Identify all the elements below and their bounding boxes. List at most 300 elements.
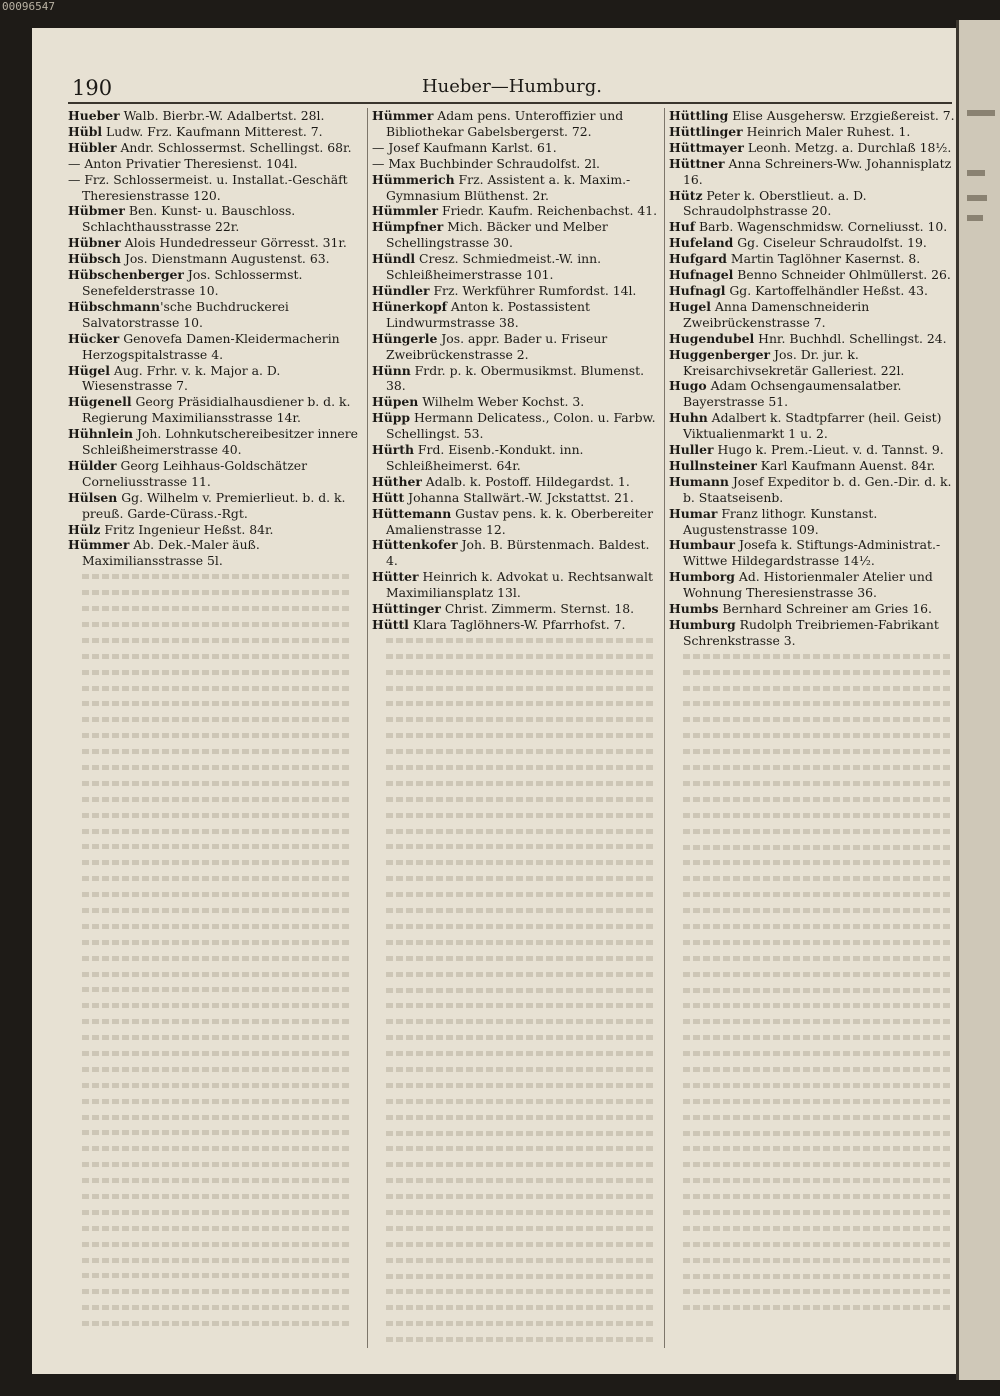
unread-text-line: [372, 1094, 662, 1110]
entry-surname: Hündler: [372, 282, 430, 298]
entry-surname: Hübler: [68, 139, 117, 155]
entry-surname: Hündl: [372, 251, 416, 267]
directory-entry: [68, 458, 358, 490]
entry-details: Hermann Delicatess., Colon. u. Farbw. Schellingst. 53.: [386, 410, 656, 442]
unread-text-line: [372, 1316, 662, 1332]
unread-text-line: [669, 1062, 956, 1078]
directory-entry: [372, 537, 662, 569]
unread-text-line: [68, 1253, 358, 1269]
unread-text-line: [372, 633, 662, 649]
entry-details: Ad. Historienmaler Atelier und Wohnung Theresienstrasse 36.: [683, 569, 933, 601]
directory-entry: [68, 522, 358, 538]
unread-text-line: [68, 1284, 358, 1300]
directory-entry: [669, 219, 956, 235]
directory-entry: [68, 140, 358, 156]
entry-surname: Hübner: [68, 235, 121, 251]
unread-text-line: [669, 1014, 956, 1030]
entry-surname: Hüther: [372, 473, 422, 489]
entry-surname: Hugo: [669, 378, 707, 394]
unread-text-line: [372, 855, 662, 871]
entry-details: Franz lithogr. Kunstanst. Augustenstrasse 109.: [683, 505, 878, 537]
entry-surname: Hueber: [68, 108, 120, 123]
unread-text-line: [669, 808, 956, 824]
unread-text-line: [669, 1046, 956, 1062]
unread-text-line: [68, 1157, 358, 1173]
entry-details: Hnr. Buchhdl. Schellingst. 24.: [754, 330, 947, 346]
unread-text-line: [372, 1332, 662, 1348]
unread-text-line: [68, 744, 358, 760]
unread-text-line: [372, 808, 662, 824]
unread-text-line: [68, 951, 358, 967]
entry-details: Heinrich Maler Ruhest. 1.: [742, 123, 911, 139]
entry-surname: Huf: [669, 219, 696, 235]
directory-entry: [68, 156, 358, 172]
unread-text-line: [68, 1141, 358, 1157]
entry-surname: Hümmer: [68, 537, 130, 553]
unread-text-line: [68, 1189, 358, 1205]
directory-entry: [669, 506, 956, 538]
directory-entry: [372, 331, 662, 363]
directory-entry: [669, 601, 956, 617]
unread-text-line: [669, 681, 956, 697]
entry-details: — Josef Kaufmann Karlst. 61.: [372, 139, 557, 155]
entry-surname: Hufnagel: [669, 267, 734, 283]
unread-text-line: [669, 998, 956, 1014]
entry-surname: Hufnagl: [669, 282, 726, 298]
unread-text-line: [669, 776, 956, 792]
spine-mark: [967, 195, 987, 201]
unread-text-line: [372, 760, 662, 776]
directory-entry: [68, 331, 358, 363]
directory-entry: [372, 172, 662, 204]
directory-entry: [372, 569, 662, 601]
entry-surname: Hürth: [372, 442, 414, 458]
entry-details: Joh. Lohnkutschereibesitzer innere Schleißheimerstrasse 40.: [82, 426, 358, 458]
entry-details: Ben. Kunst- u. Bauschloss. Schlachthausstrasse 22r.: [82, 203, 296, 235]
entry-details: Gg. Ciseleur Schraudolfst. 19.: [733, 235, 927, 251]
unread-text-line: [68, 792, 358, 808]
entry-surname: Hüttl: [372, 617, 409, 632]
unread-text-line: [68, 808, 358, 824]
directory-entry: [372, 140, 662, 156]
directory-entry: [68, 394, 358, 426]
entry-details: Ab. Dek.-Maler äuß. Maximiliansstrasse 5l.: [82, 537, 260, 569]
unread-text-line: [372, 871, 662, 887]
entry-details: Alois Hundedresseur Görresst. 31r.: [120, 235, 347, 251]
unread-text-line: [372, 1284, 662, 1300]
entry-details: Fritz Ingenieur Heßst. 84r.: [100, 521, 274, 537]
unread-text-line: [669, 1284, 956, 1300]
directory-entry: [372, 410, 662, 442]
column-left: [68, 108, 358, 1348]
unread-text-line: [372, 1046, 662, 1062]
directory-entry: [372, 442, 662, 474]
unread-text-line: [68, 585, 358, 601]
directory-entry: [669, 331, 956, 347]
unread-text-line: [372, 1269, 662, 1285]
entry-surname: Hüttmayer: [669, 139, 744, 155]
entry-details: Frd. Eisenb.-Kondukt. inn. Schleißheimerst. 64r.: [386, 442, 584, 473]
directory-entry: [669, 617, 956, 649]
unread-text-line: [68, 1110, 358, 1126]
unread-text-line: [669, 1237, 956, 1253]
unread-text-line: [669, 712, 956, 728]
directory-entry: [372, 601, 662, 617]
directory-entry: [669, 569, 956, 601]
entry-surname: Hüngerle: [372, 330, 438, 346]
unread-text-line: [68, 824, 358, 840]
entry-details: Klara Taglöhners-W. Pfarrhofst. 7.: [408, 617, 626, 632]
unread-text-line: [669, 1141, 956, 1157]
directory-entry: [68, 537, 358, 569]
unread-text-line: [669, 665, 956, 681]
entry-details: Andr. Schlossermst. Schellingst. 68r.: [116, 139, 352, 155]
unread-text-line: [68, 665, 358, 681]
entry-surname: Hülsen: [68, 489, 118, 505]
entry-surname: Hüttinger: [372, 601, 441, 617]
column-middle: [367, 108, 662, 1348]
directory-entry: [372, 394, 662, 410]
directory-entry: [669, 458, 956, 474]
entry-surname: Hünerkopf: [372, 298, 447, 314]
entry-details: Martin Taglöhner Kasernst. 8.: [726, 251, 921, 267]
entry-surname: Hübschenberger: [68, 267, 184, 283]
entry-surname: Huller: [669, 442, 714, 458]
unread-text-line: [68, 1205, 358, 1221]
unread-text-line: [372, 1126, 662, 1142]
entry-surname: Hugel: [669, 298, 711, 314]
unread-text-line: [372, 983, 662, 999]
unread-text-line: [372, 935, 662, 951]
directory-entry: [68, 426, 358, 458]
entry-surname: Hüttenkofer: [372, 537, 458, 553]
entry-surname: Hufgard: [669, 251, 727, 267]
column-right: [664, 108, 956, 1348]
unread-text-line: [669, 935, 956, 951]
entry-details: Ludw. Frz. Kaufmann Mitterest. 7.: [102, 123, 323, 139]
unread-text-line: [669, 1173, 956, 1189]
unread-text-line: [372, 696, 662, 712]
entry-surname: Hütt: [372, 489, 405, 505]
directory-entry: [669, 474, 956, 506]
unread-text-line: [68, 760, 358, 776]
unread-text-line: [669, 824, 956, 840]
entry-surname: Hügenell: [68, 394, 132, 410]
unread-text-line: [669, 951, 956, 967]
entry-details: Gg. Kartoffelhändler Heßst. 43.: [725, 282, 928, 298]
entry-surname: Hümmler: [372, 203, 439, 219]
unread-text-line: [68, 998, 358, 1014]
unread-text-line: [68, 1014, 358, 1030]
entry-details: Genovefa Damen-Kleidermacherin Herzogspitalstrasse 4.: [82, 330, 340, 362]
directory-entry: [372, 108, 662, 140]
entry-details: Karl Kaufmann Auenst. 84r.: [756, 457, 936, 473]
unread-text-line: [372, 665, 662, 681]
entry-details: Rudolph Treibriemen-Fabrikant Schrenkstrasse 3.: [683, 617, 939, 648]
entry-details: Friedr. Kaufm. Reichenbachst. 41.: [438, 203, 658, 219]
entry-details: Bernhard Schreiner am Gries 16.: [718, 601, 932, 617]
directory-entry: [372, 506, 662, 538]
unread-text-line: [669, 871, 956, 887]
entry-surname: Hübschmann: [68, 298, 161, 314]
directory-entry: [669, 347, 956, 379]
entry-details: Anton k. Postassistent Lindwurmstrasse 38.: [386, 298, 590, 330]
unread-text-line: [68, 681, 358, 697]
directory-entry: [68, 172, 358, 204]
unread-text-line: [68, 1046, 358, 1062]
unread-text-line: [372, 1141, 662, 1157]
unread-text-line: [68, 1173, 358, 1189]
unread-text-line: [68, 601, 358, 617]
unread-text-line: [669, 967, 956, 983]
unread-text-line: [372, 792, 662, 808]
entry-details: Hugo k. Prem.-Lieut. v. d. Tannst. 9.: [713, 442, 944, 458]
entry-details: Joh. B. Bürstenmach. Baldest. 4.: [386, 537, 650, 569]
directory-entry: [372, 203, 662, 219]
directory-entry: [669, 140, 956, 156]
directory-entry: [68, 124, 358, 140]
entry-details: Jos. Dienstmann Augustenst. 63.: [120, 251, 330, 267]
unread-text-line: [669, 1126, 956, 1142]
directory-entry: [669, 188, 956, 220]
entry-details: Peter k. Oberstlieut. a. D. Schraudolphstrasse 20.: [683, 187, 867, 219]
unread-text-line: [372, 903, 662, 919]
unread-text-line: [669, 1094, 956, 1110]
entry-details: Johanna Stallwärt.-W. Jckstattst. 21.: [404, 489, 634, 505]
unread-text-line: [669, 903, 956, 919]
directory-entry: [68, 363, 358, 395]
unread-text-line: [372, 1110, 662, 1126]
unread-text-line: [372, 1173, 662, 1189]
unread-text-line: [372, 967, 662, 983]
unread-text-line: [669, 649, 956, 665]
directory-entry: [669, 442, 956, 458]
unread-text-line: [669, 792, 956, 808]
entry-surname: Hütz: [669, 187, 703, 203]
directory-entry: [68, 251, 358, 267]
directory-page: [32, 28, 956, 1374]
entry-details: Adam pens. Unteroffizier und Bibliothekar Gabelsbergerst. 72.: [386, 108, 624, 139]
entry-details: Georg Präsidialhausdiener b. d. k. Regierung Maximiliansstrasse 14r.: [82, 394, 351, 426]
unread-text-line: [372, 998, 662, 1014]
unread-text-line: [669, 1300, 956, 1316]
directory-entry: [669, 299, 956, 331]
spine-mark: [967, 110, 995, 116]
entry-details: Heinrich k. Advokat u. Rechtsanwalt Maximiliansplatz 13l.: [386, 569, 653, 601]
unread-text-line: [372, 776, 662, 792]
entry-details: Mich. Bäcker und Melber Schellingstrasse 30.: [386, 219, 608, 251]
unread-text-line: [68, 569, 358, 585]
entry-details: Jos. Dr. jur. k. Kreisarchivsekretär Galleriest. 22l.: [683, 346, 905, 378]
unread-text-line: [68, 633, 358, 649]
directory-entry: [669, 378, 956, 410]
directory-entry: [669, 124, 956, 140]
directory-entry: [372, 474, 662, 490]
unread-text-line: [669, 1221, 956, 1237]
unread-text-line: [68, 728, 358, 744]
directory-entry: [372, 219, 662, 251]
directory-entry: [68, 203, 358, 235]
entry-surname: Hübsch: [68, 251, 121, 267]
entry-details: Frz. Werkführer Rumfordst. 14l.: [429, 282, 637, 298]
entry-details: Adalbert k. Stadtpfarrer (heil. Geist) Viktualienmarkt 1 u. 2.: [683, 410, 942, 442]
unread-text-line: [372, 1014, 662, 1030]
unread-text-line: [372, 712, 662, 728]
entry-details: Gg. Wilhelm v. Premierlieut. b. d. k. preuß. Garde-Cürass.-Rgt.: [82, 489, 346, 521]
directory-entry: [372, 283, 662, 299]
entry-surname: Hüpp: [372, 410, 411, 426]
unread-text-line: [669, 887, 956, 903]
unread-text-line: [669, 1030, 956, 1046]
entry-surname: Hünn: [372, 362, 411, 378]
unread-text-line: [372, 824, 662, 840]
entry-details: — Max Buchbinder Schraudolfst. 2l.: [372, 155, 600, 171]
unread-text-line: [669, 983, 956, 999]
unread-text-line: [372, 1237, 662, 1253]
entry-details: Leonh. Metzg. a. Durchlaß 18½.: [743, 139, 952, 155]
unread-text-line: [372, 1253, 662, 1269]
scan-watermark: 00096547: [2, 0, 55, 13]
entry-surname: Humbs: [669, 601, 719, 617]
entry-surname: Hümmer: [372, 108, 434, 123]
entry-details: Anna Damenschneiderin Zweibrückenstrasse 7.: [683, 298, 870, 330]
unread-text-line: [669, 744, 956, 760]
unread-text-line: [372, 1205, 662, 1221]
unread-text-line: [372, 951, 662, 967]
entry-surname: Hüttling: [669, 108, 729, 123]
entry-surname: Hüttner: [669, 155, 725, 171]
unread-text-line: [68, 839, 358, 855]
directory-entry: [372, 251, 662, 283]
entry-surname: Hülder: [68, 457, 117, 473]
unread-text-line: [372, 1157, 662, 1173]
entry-surname: Hülz: [68, 521, 101, 537]
unread-text-line: [372, 728, 662, 744]
spine-mark: [967, 215, 983, 221]
unread-text-line: [68, 776, 358, 792]
entry-details: — Anton Privatier Theresienst. 104l.: [68, 155, 298, 171]
entry-surname: Hügel: [68, 362, 110, 378]
page-number: 190: [72, 76, 113, 100]
entry-surname: Humbaur: [669, 537, 736, 553]
directory-entry: [68, 108, 358, 124]
directory-entry: [669, 251, 956, 267]
unread-text-line: [669, 919, 956, 935]
unread-text-line: [372, 681, 662, 697]
entry-surname: Hugendubel: [669, 330, 755, 346]
unread-text-line: [68, 1030, 358, 1046]
unread-text-line: [68, 1300, 358, 1316]
unread-text-line: [68, 855, 358, 871]
unread-text-line: [372, 1030, 662, 1046]
unread-text-line: [68, 1221, 358, 1237]
unread-text-line: [68, 967, 358, 983]
directory-entry: [669, 156, 956, 188]
directory-entry: [372, 299, 662, 331]
entry-details: Christ. Zimmerm. Sternst. 18.: [440, 601, 635, 617]
entry-surname: Hullnsteiner: [669, 457, 757, 473]
unread-text-line: [68, 1268, 358, 1284]
unread-text-line: [669, 1078, 956, 1094]
unread-text-line: [68, 696, 358, 712]
unread-text-line: [669, 1253, 956, 1269]
unread-text-line: [68, 712, 358, 728]
unread-text-line: [68, 649, 358, 665]
entry-surname: Hübl: [68, 123, 103, 139]
unread-text-line: [372, 1062, 662, 1078]
unread-text-line: [669, 1189, 956, 1205]
unread-text-line: [68, 1078, 358, 1094]
header-rule: [68, 102, 952, 104]
unread-text-line: [669, 1157, 956, 1173]
entry-details: Elise Ausgehersw. Erzgießereist. 7.: [728, 108, 955, 123]
unread-text-line: [372, 744, 662, 760]
entry-details: Aug. Frhr. v. k. Major a. D. Wiesenstrasse 7.: [82, 362, 281, 394]
unread-text-line: [372, 839, 662, 855]
directory-entry: [669, 283, 956, 299]
entry-details: Frdr. p. k. Obermusikmst. Blumenst. 38.: [386, 362, 645, 394]
running-head: Hueber—Humburg.: [421, 76, 603, 97]
unread-text-line: [68, 617, 358, 633]
entry-details: Josefa k. Stiftungs-Administrat.-Wittwe Hildegardstrasse 14½.: [683, 537, 941, 569]
unread-text-line: [68, 887, 358, 903]
unread-text-line: [669, 840, 956, 856]
directory-entry: [372, 617, 662, 633]
entry-details: Adam Ochsengaumensalatber. Bayerstrasse 51.: [683, 378, 902, 410]
unread-text-line: [372, 1221, 662, 1237]
entry-surname: Hümmerich: [372, 171, 455, 187]
entry-details: Gustav pens. k. k. Oberbereiter Amalienstrasse 12.: [386, 505, 653, 537]
entry-surname: Hücker: [68, 330, 120, 346]
unread-text-line: [372, 1189, 662, 1205]
directory-entry: [372, 156, 662, 172]
directory-entry: [669, 235, 956, 251]
directory-entry: [372, 490, 662, 506]
directory-entry: [68, 267, 358, 299]
entry-details: Georg Leihhaus-Goldschätzer Corneliusstrasse 11.: [82, 457, 307, 489]
directory-entry: [669, 537, 956, 569]
book-spine: [956, 20, 1000, 1380]
directory-entry: [669, 410, 956, 442]
entry-surname: Humburg: [669, 617, 736, 632]
unread-text-line: [372, 1078, 662, 1094]
entry-details: Frz. Assistent a. k. Maxim.-Gymnasium Blüthenst. 2r.: [386, 171, 631, 203]
unread-text-line: [68, 1316, 358, 1332]
entry-surname: Hüpen: [372, 394, 419, 410]
entry-details: Jos. appr. Bader u. Friseur Zweibrückenstrasse 2.: [386, 330, 608, 362]
entry-surname: Hübmer: [68, 203, 125, 219]
entry-details: Cresz. Schmiedmeist.-W. inn. Schleißheimerstrasse 101.: [386, 251, 602, 283]
unread-text-line: [68, 982, 358, 998]
unread-text-line: [669, 760, 956, 776]
entry-surname: Huhn: [669, 410, 708, 426]
entry-surname: Hüttemann: [372, 505, 452, 521]
unread-text-line: [669, 1110, 956, 1126]
spine-mark: [967, 170, 985, 176]
entry-surname: Hümpfner: [372, 219, 444, 235]
unread-text-line: [68, 1237, 358, 1253]
directory-entry: [372, 363, 662, 395]
entry-details: Walb. Bierbr.-W. Adalbertst. 28l.: [119, 108, 325, 123]
unread-text-line: [68, 935, 358, 951]
entry-details: 'sche Buchdruckerei Salvatorstrasse 10.: [82, 298, 289, 330]
unread-text-line: [68, 1062, 358, 1078]
entry-details: Josef Expeditor b. d. Gen.-Dir. d. k. b. Staatseisenb.: [683, 473, 952, 505]
unread-text-line: [669, 855, 956, 871]
unread-text-line: [372, 1300, 662, 1316]
entry-surname: Humann: [669, 473, 729, 489]
entry-surname: Hufeland: [669, 235, 734, 251]
